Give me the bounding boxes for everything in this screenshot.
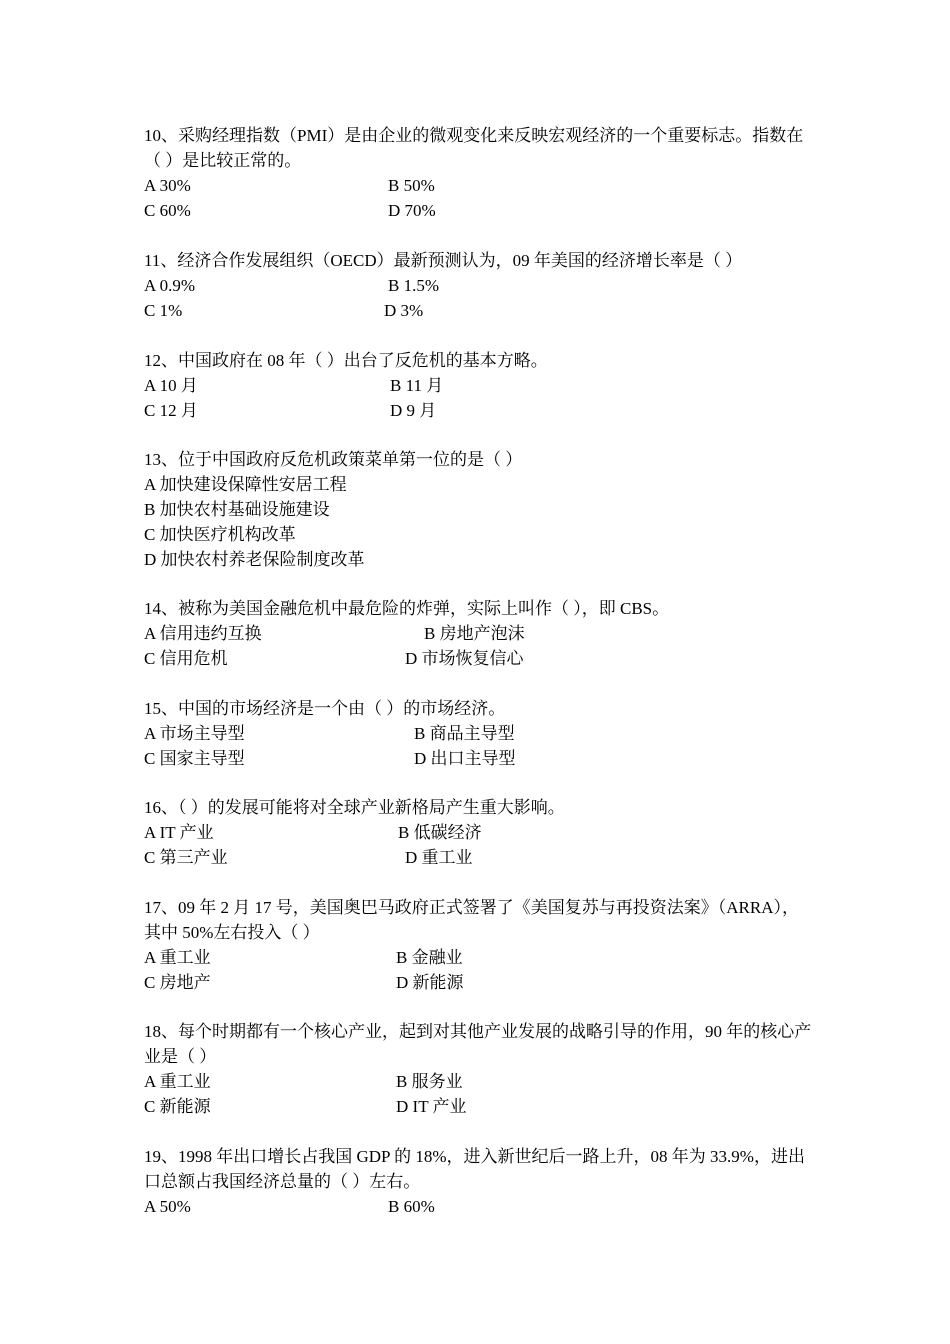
question-stem: 10、采购经理指数（PMI）是由企业的微观变化来反映宏观经济的一个重要标志。指数在（ ）是比较正常的。: [144, 126, 804, 170]
question-11: [144, 248, 814, 323]
option-b: B 房地产泡沫: [424, 624, 525, 643]
question-14: [144, 596, 814, 671]
option-a: A 信用违约互换: [144, 624, 262, 643]
option-d: D 重工业: [405, 848, 473, 867]
option-a: A IT 产业: [144, 823, 214, 842]
option-row: [144, 621, 814, 646]
option-row: [144, 298, 814, 323]
option-b: B 1.5%: [388, 276, 439, 295]
option-d: D 加快农村养老保险制度改革: [144, 550, 365, 569]
question-16: [144, 795, 814, 870]
option-c: C 60%: [144, 201, 191, 220]
question-stem: 11、经济合作发展组织（OECD）最新预测认为，09 年美国的经济增长率是（ ）: [144, 251, 743, 270]
option-c: C 房地产: [144, 973, 211, 992]
question-stem: 13、位于中国政府反危机政策菜单第一位的是（ ）: [144, 450, 523, 469]
option-c: C 加快医疗机构改革: [144, 525, 296, 544]
option-row: [144, 721, 814, 746]
option-d: D 9 月: [390, 401, 437, 420]
question-15: [144, 696, 814, 771]
option-d: D 新能源: [396, 973, 464, 992]
option-b: B 低碳经济: [398, 823, 482, 842]
option-d: D 市场恢复信心: [405, 649, 524, 668]
question-18: [144, 1019, 814, 1119]
option-b: B 商品主导型: [414, 724, 515, 743]
option-row: [144, 746, 814, 771]
question-12: [144, 348, 814, 423]
option-row: [144, 970, 814, 995]
option-b: B 11 月: [390, 376, 444, 395]
question-13: [144, 447, 814, 572]
option-a: A 30%: [144, 176, 191, 195]
option-c: C 1%: [144, 301, 183, 320]
option-c: C 新能源: [144, 1097, 211, 1116]
option-row: [144, 646, 814, 671]
question-stem: 12、中国政府在 08 年（ ）出台了反危机的基本方略。: [144, 351, 548, 370]
question-17: [144, 895, 814, 995]
option-row: [144, 198, 814, 223]
option-d: D 出口主导型: [414, 749, 516, 768]
question-stem: 14、被称为美国金融危机中最危险的炸弹，实际上叫作（ ），即 CBS。: [144, 599, 670, 618]
option-row: [144, 373, 814, 398]
option-row: [144, 945, 814, 970]
option-a: A 重工业: [144, 948, 211, 967]
question-19: [144, 1144, 814, 1219]
option-b: B 加快农村基础设施建设: [144, 500, 330, 519]
option-row: [144, 820, 814, 845]
option-row: [144, 1069, 814, 1094]
option-row: [144, 1094, 814, 1119]
option-a: A 10 月: [144, 376, 198, 395]
question-stem: 17、09 年 2 月 17 号，美国奥巴马政府正式签署了《美国复苏与再投资法案》（ARRA），其中 50%左右投入（ ）: [144, 898, 799, 942]
option-a: A 市场主导型: [144, 724, 245, 743]
option-b: B 60%: [388, 1197, 435, 1216]
question-10: [144, 123, 814, 223]
question-stem: 15、中国的市场经济是一个由（ ）的市场经济。: [144, 699, 506, 718]
option-d: D IT 产业: [396, 1097, 467, 1116]
option-c: C 信用危机: [144, 649, 228, 668]
question-stem: 16、（ ）的发展可能将对全球产业新格局产生重大影响。: [144, 798, 565, 817]
option-d: D 3%: [384, 301, 424, 320]
option-row: [144, 273, 814, 298]
option-row: [144, 173, 814, 198]
option-a: A 重工业: [144, 1072, 211, 1091]
option-c: C 12 月: [144, 401, 198, 420]
option-b: B 金融业: [396, 948, 463, 967]
option-a: A 0.9%: [144, 276, 195, 295]
option-b: B 50%: [388, 176, 435, 195]
question-stem: 18、每个时期都有一个核心产业，起到对其他产业发展的战略引导的作用，90 年的核心产业是（ ）: [144, 1022, 812, 1066]
question-stem: 19、1998 年出口增长占我国 GDP 的 18%，进入新世纪后一路上升，08 年为 33.9%，进出口总额占我国经济总量的（ ）左右。: [144, 1147, 805, 1191]
option-b: B 服务业: [396, 1072, 463, 1091]
option-c: C 第三产业: [144, 848, 228, 867]
option-d: D 70%: [388, 201, 436, 220]
option-c: C 国家主导型: [144, 749, 245, 768]
option-a: A 50%: [144, 1197, 191, 1216]
option-a: A 加快建设保障性安居工程: [144, 475, 347, 494]
option-row: [144, 845, 814, 870]
option-row: [144, 398, 814, 423]
option-row: [144, 1194, 814, 1219]
